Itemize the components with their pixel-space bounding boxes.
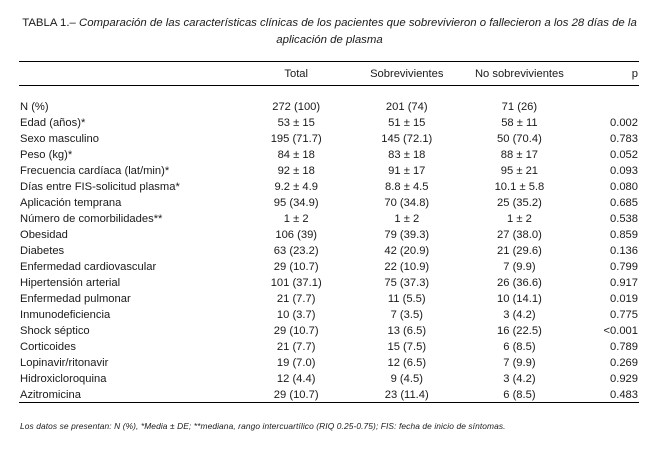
table-row	[19, 323, 639, 339]
cell-label: Corticoides	[20, 341, 76, 353]
table-body	[19, 85, 639, 403]
cell-non-survivors: 25 (35.2)	[497, 197, 542, 209]
cell-survivors: 79 (39.3)	[384, 229, 430, 241]
cell-non-survivors: 21 (29.6)	[497, 245, 542, 257]
cell-total: 92 ± 18	[277, 165, 315, 177]
table-row	[19, 211, 639, 227]
cell-survivors: 70 (34.8)	[384, 197, 430, 209]
table-row	[19, 115, 639, 131]
cell-total: 1 ± 2	[283, 213, 309, 225]
cell-non-survivors: 1 ± 2	[507, 213, 532, 225]
cell-survivors: 1 ± 2	[394, 213, 420, 225]
header-row	[19, 62, 639, 85]
cell-non-survivors: 3 (4.2)	[503, 373, 536, 385]
cell-non-survivors: 26 (36.6)	[497, 277, 542, 289]
caption-label: TABLA 1.–	[22, 17, 76, 29]
table-row	[19, 131, 639, 147]
cell-non-survivors: 7 (9.9)	[503, 261, 536, 273]
cell-survivors: 11 (5.5)	[387, 293, 426, 305]
cell-non-survivors: 16 (22.5)	[497, 325, 542, 337]
cell-non-survivors: 58 ± 11	[501, 117, 538, 129]
cell-total: 84 ± 18	[277, 149, 315, 161]
table-row	[19, 291, 639, 307]
cell-label: N (%)	[20, 101, 49, 113]
cell-total: 195 (71.7)	[270, 133, 322, 145]
cell-label: Azitromicina	[20, 389, 81, 401]
cell-p-value: 0.538	[610, 213, 638, 225]
cell-label: Peso (kg)*	[20, 149, 73, 161]
cell-survivors: 12 (6.5)	[387, 357, 427, 369]
cell-survivors: 9 (4.5)	[390, 373, 423, 385]
cell-survivors: 7 (3.5)	[390, 309, 423, 321]
header-cell-p: p	[631, 67, 638, 80]
cell-total: 63 (23.2)	[273, 245, 319, 257]
cell-survivors: 75 (37.3)	[384, 277, 430, 289]
cell-non-survivors: 71 (26)	[501, 101, 538, 113]
cell-label: Número de comorbilidades**	[20, 213, 163, 225]
header-cell-survivors: Sobrevivientes	[370, 67, 444, 80]
cell-non-survivors: 7 (9.9)	[503, 357, 536, 369]
table-footnote: Los datos se presentan: N (%), *Media ± DE; **mediana, rango intercuartílico (RIQ 0.25-0.75); FIS: fecha de inicio de síntomas.	[20, 421, 506, 431]
cell-total: 21 (7.7)	[276, 293, 316, 305]
cell-non-survivors: 50 (70.4)	[497, 133, 542, 145]
cell-non-survivors: 10.1 ± 5.8	[494, 181, 545, 193]
cell-p-value: 0.775	[610, 309, 638, 321]
cell-label: Días entre FIS-solicitud plasma*	[20, 181, 180, 193]
cell-p-value: 0.859	[610, 229, 638, 241]
cell-p-value: 0.783	[610, 133, 638, 145]
cell-total: 12 (4.4)	[276, 373, 316, 385]
cell-survivors: 91 ± 17	[388, 165, 426, 177]
cell-p-value: 0.002	[610, 117, 638, 129]
cell-label: Inmunodeficiencia	[20, 309, 111, 321]
cell-total: 106 (39)	[275, 229, 318, 241]
cell-survivors: 22 (10.9)	[384, 261, 430, 273]
cell-total: 21 (7.7)	[276, 341, 316, 353]
clinical-comparison-table	[19, 62, 639, 403]
cell-total: 10 (3.7)	[276, 309, 316, 321]
cell-label: Shock séptico	[20, 325, 90, 337]
cell-total: 29 (10.7)	[273, 325, 319, 337]
cell-survivors: 42 (20.9)	[384, 245, 430, 257]
table-row	[19, 387, 639, 403]
cell-p-value: 0.136	[610, 245, 638, 257]
cell-non-survivors: 95 ± 21	[500, 165, 539, 177]
header-cell-non-survivors: No sobrevivientes	[474, 67, 564, 80]
cell-total: 95 (34.9)	[273, 197, 319, 209]
table-row	[19, 195, 639, 211]
cell-p-value: 0.799	[610, 261, 638, 273]
table-row	[19, 307, 639, 323]
cell-survivors: 8.8 ± 4.5	[385, 181, 429, 193]
table-row	[19, 371, 639, 387]
cell-p-value: <0.001	[603, 325, 638, 337]
cell-label: Edad (años)*	[20, 117, 86, 129]
cell-p-value: 0.483	[610, 389, 638, 401]
table-row	[19, 275, 639, 291]
header-cell-total: Total	[284, 67, 309, 80]
cell-total: 53 ± 15	[277, 117, 315, 129]
cell-total: 9.2 ± 4.9	[274, 181, 318, 193]
bottom-rule	[19, 402, 639, 403]
cell-total: 272 (100)	[272, 101, 321, 113]
cell-total: 29 (10.7)	[273, 389, 319, 401]
table-row	[19, 355, 639, 371]
cell-total: 29 (10.7)	[273, 261, 319, 273]
cell-label: Hipertensión arterial	[20, 277, 121, 289]
cell-survivors: 23 (11.4)	[384, 389, 429, 401]
cell-label: Aplicación temprana	[20, 197, 122, 209]
cell-p-value: 0.685	[610, 197, 638, 209]
cell-label: Sexo masculino	[20, 133, 99, 145]
table-row	[19, 339, 639, 355]
cell-survivors: 201 (74)	[385, 101, 428, 113]
cell-non-survivors: 10 (14.1)	[497, 293, 542, 305]
cell-total: 19 (7.0)	[276, 357, 316, 369]
table-row	[19, 99, 639, 115]
cell-p-value: 0.789	[610, 341, 638, 353]
cell-label: Diabetes	[20, 245, 65, 257]
cell-p-value: 0.093	[610, 165, 638, 177]
cell-label: Enfermedad pulmonar	[20, 293, 131, 305]
table-caption	[20, 15, 639, 49]
cell-label: Hidroxicloroquina	[20, 373, 107, 385]
table-row	[19, 243, 639, 259]
table-row	[19, 259, 639, 275]
table-row	[19, 147, 639, 163]
cell-survivors: 15 (7.5)	[387, 341, 427, 353]
caption-text: Comparación de las características clínicas de los pacientes que sobrevivieron o fallecieron a los 28 días de la aplicación de plasma	[78, 17, 637, 46]
cell-p-value	[576, 99, 639, 115]
cell-non-survivors: 27 (38.0)	[497, 229, 542, 241]
cell-label: Lopinavir/ritonavir	[20, 357, 109, 369]
cell-p-value: 0.052	[610, 149, 638, 161]
cell-label: Frecuencia cardíaca (lat/min)*	[20, 165, 170, 177]
cell-label: Obesidad	[20, 229, 68, 241]
cell-non-survivors: 6 (8.5)	[503, 341, 536, 353]
header-cell-label	[19, 62, 241, 85]
cell-p-value: 0.080	[610, 181, 638, 193]
cell-p-value: 0.019	[610, 293, 638, 305]
cell-survivors: 13 (6.5)	[387, 325, 427, 337]
spacer-row	[19, 85, 639, 99]
cell-total: 101 (37.1)	[270, 277, 322, 289]
table-row	[19, 179, 639, 195]
cell-non-survivors: 3 (4.2)	[503, 309, 536, 321]
cell-non-survivors: 88 ± 17	[500, 149, 539, 161]
cell-label: Enfermedad cardiovascular	[20, 261, 157, 273]
cell-survivors: 83 ± 18	[388, 149, 426, 161]
cell-p-value: 0.269	[610, 357, 638, 369]
cell-non-survivors: 6 (8.5)	[503, 389, 536, 401]
cell-survivors: 145 (72.1)	[381, 133, 433, 145]
cell-survivors: 51 ± 15	[388, 117, 426, 129]
table-row	[19, 163, 639, 179]
cell-p-value: 0.929	[610, 373, 638, 385]
table-row	[19, 227, 639, 243]
cell-p-value: 0.917	[610, 277, 638, 289]
